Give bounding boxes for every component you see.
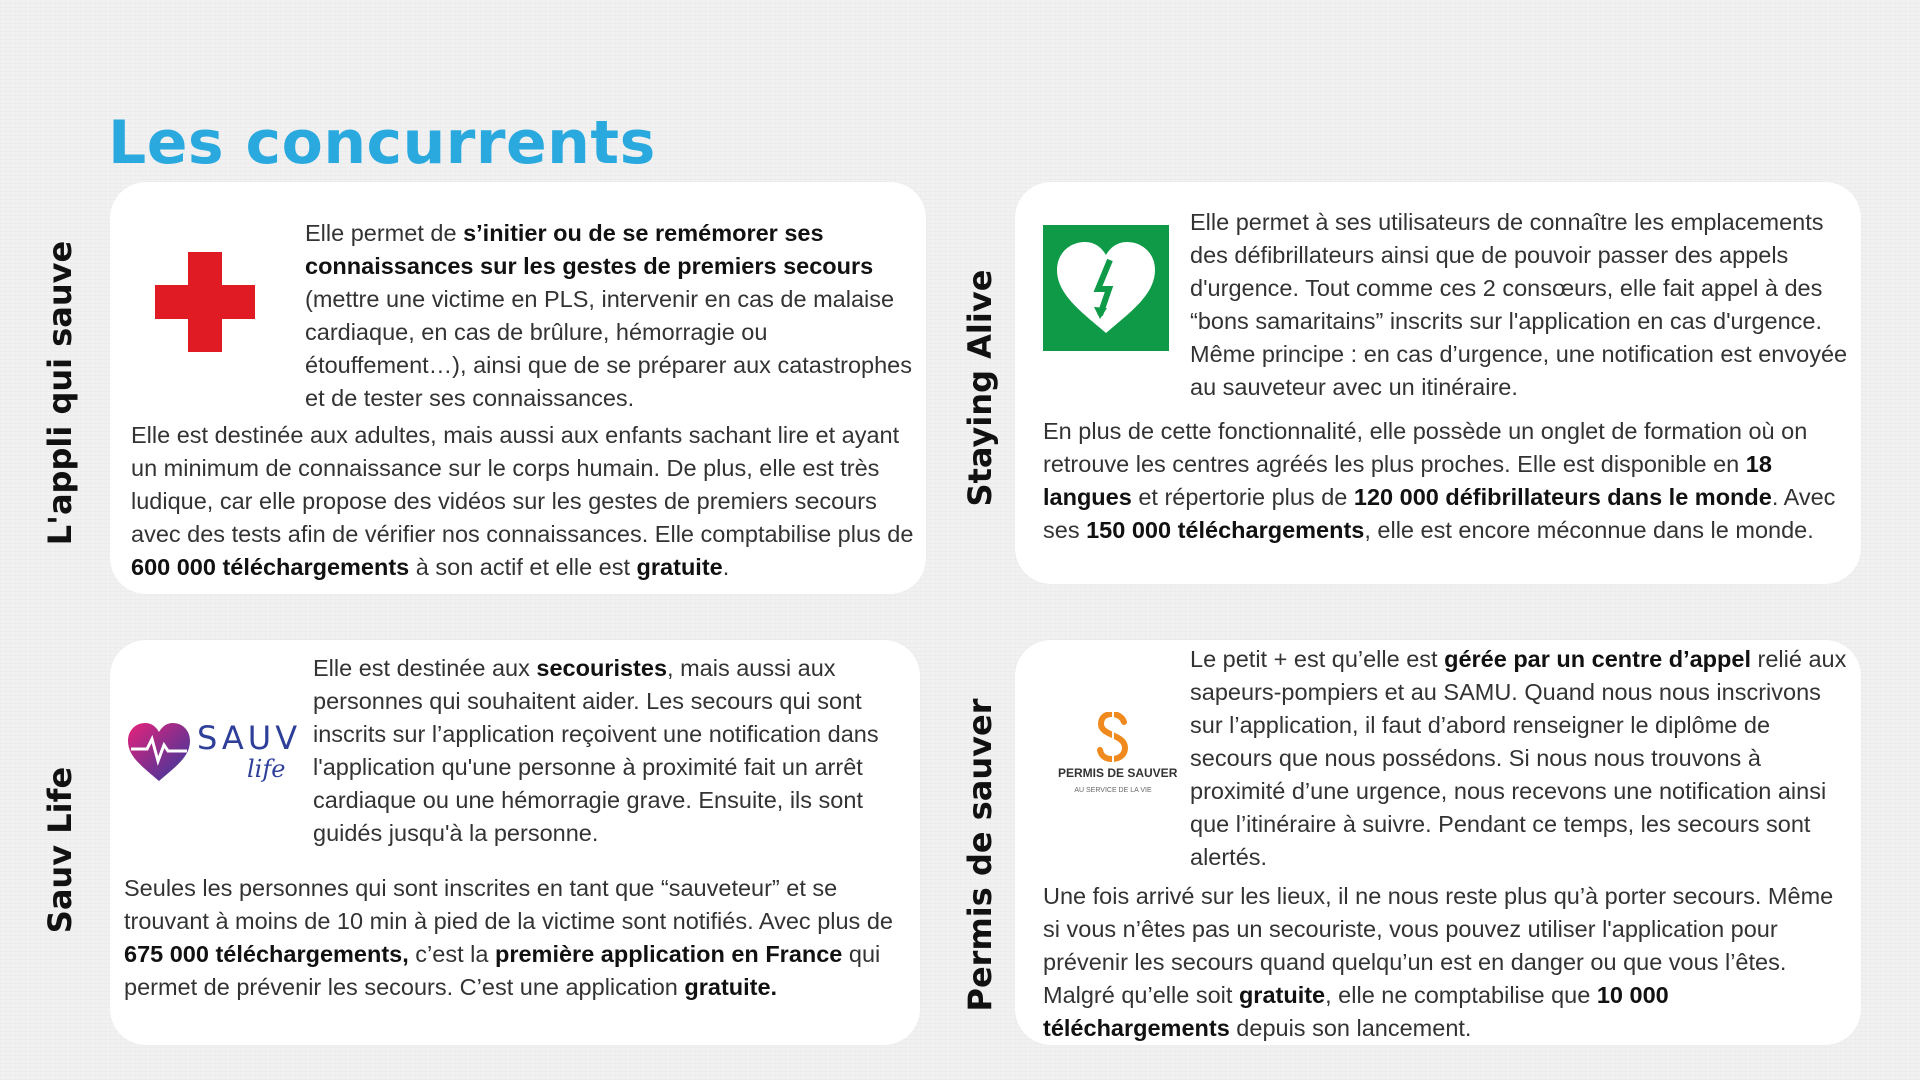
s-letter-icon xyxy=(1096,712,1130,762)
text-run: à son actif et elle est xyxy=(409,554,637,580)
text-run: depuis son lancement. xyxy=(1229,1015,1472,1041)
red-cross-icon xyxy=(155,252,255,352)
text-run: Seules les personnes qui sont inscrites en tant que “sauveteur” et se trouvant à moins de 10 min à pied de la victime sont notifiés. Avec plus de xyxy=(124,875,893,934)
bold-text: 18 langues xyxy=(1043,451,1772,510)
text-run: c’est la xyxy=(408,941,495,967)
defibrillator-heart-icon xyxy=(1043,225,1169,351)
bold-text: s’initier ou de se remémorer ses connaissances sur les gestes de premiers secours xyxy=(305,220,874,279)
text-run: En plus de cette fonctionnalité, elle possède un onglet de formation où on retrouve les centres agréés les plus proches. Elle est disponible en xyxy=(1043,418,1808,477)
bold-text: gratuite xyxy=(1238,982,1326,1008)
card-paragraph-intro xyxy=(313,652,913,850)
text-run: , elle ne comptabilise que xyxy=(1325,982,1597,1008)
text-run: Elle permet de xyxy=(305,220,464,246)
text-run: (mettre une victime en PLS, intervenir en cas de malaise cardiaque, en cas de brûlure, hémorragie ou étouffement…), ainsi que de se préparer aux catastrophes et de tester ses connaissances. xyxy=(305,286,913,411)
text-run: Une fois arrivé sur les lieux, il ne nous reste plus qu’à porter secours. Même si vous n’êtes pas un secouriste, vous pouvez utiliser l'application pour prévenir les secours quand quelqu’un est en danger ou que vous l’êtes. Malgré qu’elle soit xyxy=(1043,883,1834,1008)
text-run: , mais aussi aux personnes qui souhaitent aider. Les secours qui sont inscrits sur l’application reçoivent une notification dans l'application qu'une personne à proximité fait un arrêt cardiaque ou une hémorragie grave. Ensuite, ils sont guidés jusqu'à la personne. xyxy=(313,655,879,846)
text-run: relié aux sapeurs-pompiers et au SAMU. Quand nous nous inscrivons sur l’application, il faut d’abord renseigner le diplôme de secours que nous possédons. Si nous nous trouvons à proximité d’une urgence, nous recevons une notification ainsi que l’itinéraire à suivre. Pendant ce temps, les secours sont alertés. xyxy=(1190,646,1847,870)
heart-pulse-icon xyxy=(125,719,193,785)
card-paragraph-details xyxy=(124,872,914,1004)
text-run: qui permet de prévenir les secours. C’est une application xyxy=(124,941,881,1000)
text-run: Elle est destinée aux adultes, mais aussi aux enfants sachant lire et ayant un minimum de connaissance sur le corps humain. De plus, elle est très ludique, car elle propose des vidéos sur les gestes de premiers secours avec des tests afin de vérifier nos connaissances. Elle comptabilise plus de xyxy=(131,422,914,547)
bold-text: gérée par un centre d’appel xyxy=(1444,646,1751,672)
card-paragraph-details xyxy=(1043,415,1849,547)
sauv-life-logo-sub: life xyxy=(247,755,286,783)
sauv-life-logo-text: SAUV xyxy=(197,719,302,757)
card-paragraph-intro xyxy=(1190,206,1850,404)
bold-text: première application en France xyxy=(494,941,843,967)
bold-text: 120 000 défibrillateurs dans le monde xyxy=(1353,484,1772,510)
text-run: . Avec ses xyxy=(1043,484,1836,543)
bold-text: gratuite xyxy=(636,554,723,580)
sauv-life-logo xyxy=(125,715,305,805)
bold-text: secouristes xyxy=(536,655,668,681)
text-run: , elle est encore méconnue dans le monde. xyxy=(1364,517,1814,543)
card-paragraph-details xyxy=(1043,880,1849,1045)
bold-text: 10 000 téléchargements xyxy=(1043,982,1669,1041)
card-paragraph-intro xyxy=(1190,643,1850,874)
bold-text: gratuite. xyxy=(684,974,778,1000)
text-run: et répertorie plus de xyxy=(1131,484,1354,510)
bold-text: 675 000 téléchargements, xyxy=(124,941,409,967)
permis-de-sauver-logo xyxy=(1058,712,1178,802)
permis-de-sauver-logo-sub: AU SERVICE DE LA VIE xyxy=(1074,787,1152,794)
bold-text: 150 000 téléchargements xyxy=(1086,517,1365,543)
text-run: Le petit + est qu’elle est xyxy=(1190,646,1445,672)
text-run: . xyxy=(722,554,730,580)
permis-de-sauver-logo-text: PERMIS DE SAUVER xyxy=(1058,766,1178,780)
page-title: Les concurrents xyxy=(108,108,656,178)
text-run: Elle permet à ses utilisateurs de connaître les emplacements des défibrillateurs ainsi que de pouvoir passer des appels d'urgence. Tout comme ces 2 consœurs, elle fait appel à des “bons samaritains” inscrits sur l'application en cas d'urgence. Même principe : en cas d’urgence, une notification est envoyée au sauveteur avec un itinéraire. xyxy=(1190,209,1848,400)
card-paragraph-intro xyxy=(305,217,917,415)
bold-text: 600 000 téléchargements xyxy=(131,554,410,580)
text-run: Elle est destinée aux xyxy=(313,655,537,681)
card-paragraph-details xyxy=(131,419,921,584)
